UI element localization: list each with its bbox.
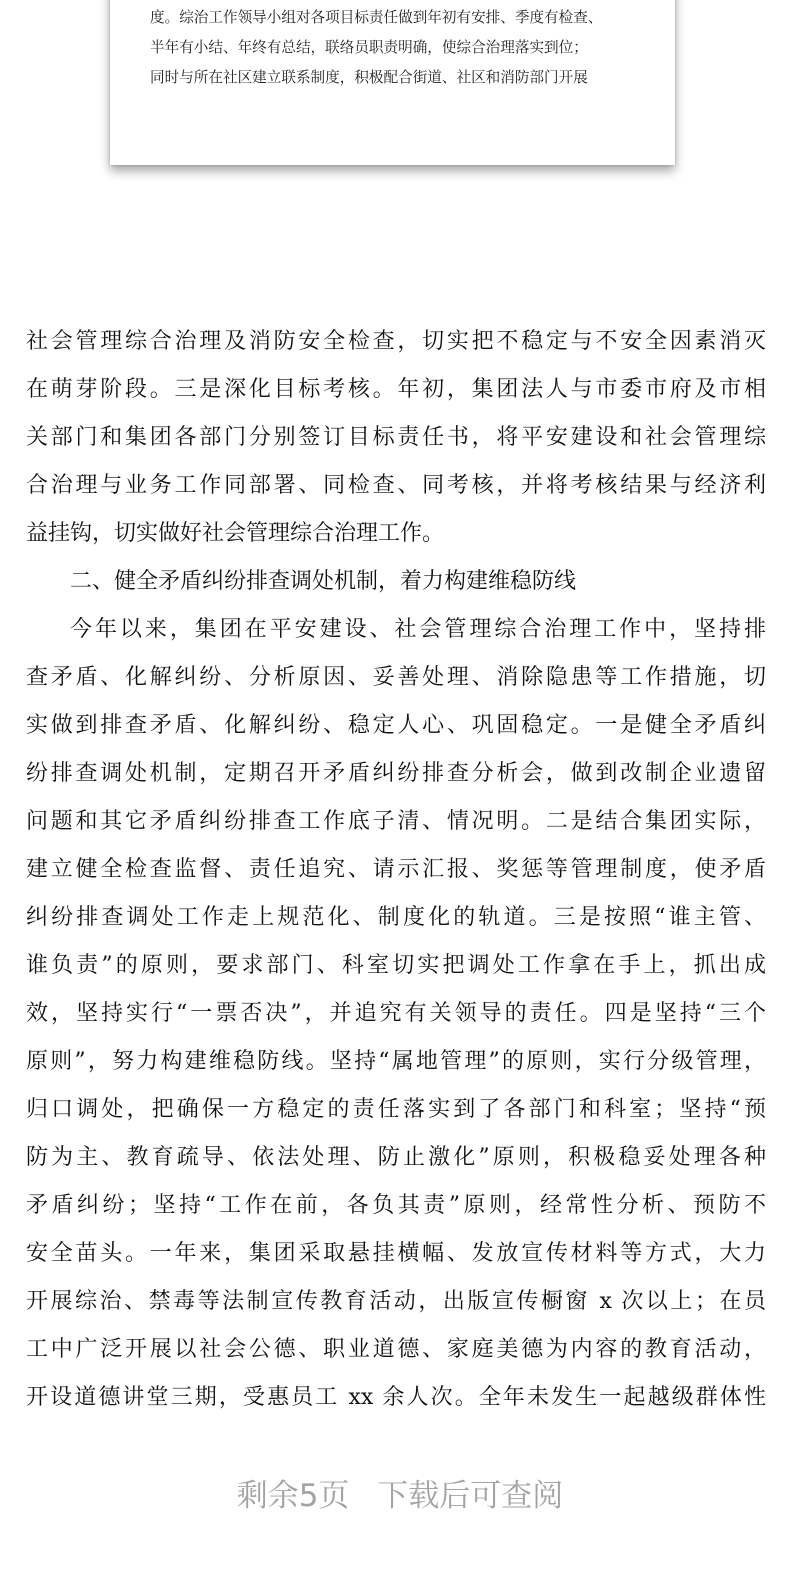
text-line: 原则”，努力构建维稳防线。坚持“属地管理”的原则，实行分级管理， [26,1049,766,1074]
text-line: 开设道德讲堂三期，受惠员工 xx 余人次。全年未发生一起越级群体性 [26,1385,766,1410]
text-line: 效，坚持实行“一票否决”，并追究有关领导的责任。四是坚持“三个 [26,1001,766,1026]
text-line: 关部门和集团各部门分别签订目标责任书，将平安建设和社会管理综 [26,425,766,450]
text-line: 在萌芽阶段。三是深化目标考核。年初，集团法人与市委市府及市相 [26,377,766,402]
text-line: 合治理与业务工作同部署、同检查、同考核，并将考核结果与经济利 [26,473,766,498]
section-heading: 二、健全矛盾纠纷排查调处机制，着力构建维稳防线 [70,569,577,594]
card-line: 半年有小结、年终有总结，联络员职责明确，使综合治理落实到位； [150,39,588,56]
text-line: 谁负责”的原则，要求部门、科室切实把调处工作拿在手上，抓出成 [26,953,766,978]
text-line: 归口调处，把确保一方稳定的责任落实到了各部门和科室；坚持“预 [26,1097,766,1122]
text-line: 矛盾纠纷；坚持“工作在前，各负其责”原则，经常性分析、预防不 [26,1193,766,1218]
text-line: 社会管理综合治理及消防安全检查，切实把不稳定与不安全因素消灭 [26,329,766,354]
text-line: 查矛盾、化解纠纷、分析原因、妥善处理、消除隐患等工作措施，切 [26,665,766,690]
text-line: 纷排查调处机制，定期召开矛盾纠纷排查分析会，做到改制企业遗留 [26,761,766,786]
text-line: 益挂钩，切实做好社会管理综合治理工作。 [26,521,445,546]
preview-page-card [110,0,675,165]
text-line: 安全苗头。一年来，集团采取悬挂横幅、发放宣传材料等方式，大力 [26,1241,766,1266]
card-line: 同时与所在社区建立联系制度，积极配合街道、社区和消防部门开展 [150,69,588,86]
text-line: 工中广泛开展以社会公德、职业道德、家庭美德为内容的教育活动， [26,1337,766,1362]
card-line: 度。综治工作领导小组对各项目标责任做到年初有安排、季度有检查、 [150,9,603,26]
text-line: 纠纷排查调处工作走上规范化、制度化的轨道。三是按照“谁主管、 [26,905,766,930]
download-prompt[interactable]: 剩余5页 下载后可查阅 [236,1478,564,1514]
text-line: 今年以来，集团在平安建设、社会管理综合治理工作中，坚持排 [70,617,766,642]
text-line: 问题和其它矛盾纠纷排查工作底子清、情况明。二是结合集团实际， [26,809,766,834]
text-line: 建立健全检查监督、责任追究、请示汇报、奖惩等管理制度，使矛盾 [26,857,766,882]
text-line: 防为主、教育疏导、依法处理、防止激化”原则，积极稳妥处理各种 [26,1145,766,1170]
text-line: 开展综治、禁毒等法制宣传教育活动，出版宣传橱窗 x 次以上；在员 [26,1289,766,1314]
text-line: 实做到排查矛盾、化解纠纷、稳定人心、巩固稳定。一是健全矛盾纠 [26,713,766,738]
